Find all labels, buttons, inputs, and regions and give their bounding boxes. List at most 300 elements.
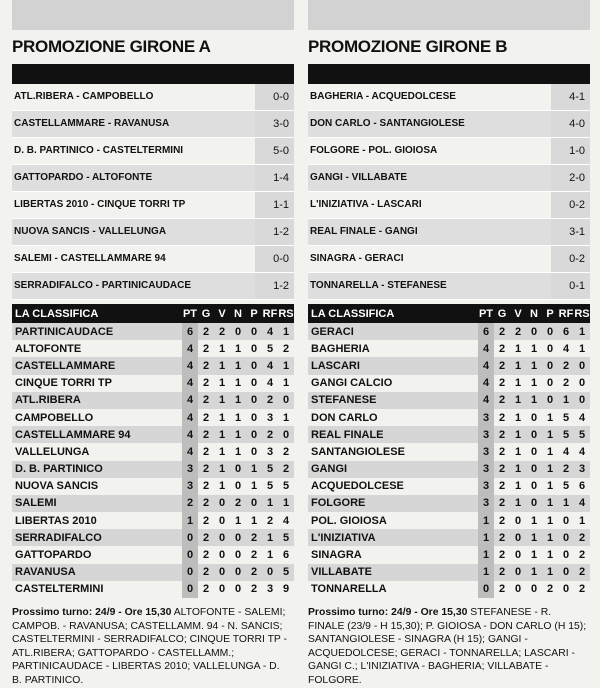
stat-cell: 1 <box>230 375 246 392</box>
match-result <box>308 84 590 111</box>
match-score: 1-1 <box>255 192 294 218</box>
stat-cell: 3 <box>262 409 278 426</box>
team-name: GATTOPARDO <box>12 546 182 563</box>
stat-cell: 2 <box>494 443 510 460</box>
stat-cell: 1 <box>510 392 526 409</box>
stat-cell: 1 <box>478 546 494 563</box>
stat-cell: 0 <box>182 529 198 546</box>
table-row <box>12 340 294 357</box>
table-row <box>308 461 590 478</box>
stat-cell: 1 <box>510 357 526 374</box>
stat-cell: 1 <box>278 495 294 512</box>
stat-cell: 1 <box>182 512 198 529</box>
stat-cell: 2 <box>494 461 510 478</box>
stat-cell: 0 <box>526 409 542 426</box>
match-result <box>308 246 590 273</box>
stat-cell: 1 <box>526 512 542 529</box>
stat-cell: 6 <box>558 323 574 340</box>
stat-cell: 0 <box>278 392 294 409</box>
match-result <box>12 219 294 246</box>
column-header: RS <box>574 304 590 323</box>
stat-cell: 0 <box>278 426 294 443</box>
team-name: RAVANUSA <box>12 564 182 581</box>
stat-cell: 1 <box>574 512 590 529</box>
stat-cell: 6 <box>278 546 294 563</box>
stat-cell: 2 <box>574 529 590 546</box>
team-name: SERRADIFALCO <box>12 529 182 546</box>
team-name: SALEMI <box>12 495 182 512</box>
stat-cell: 2 <box>182 495 198 512</box>
title-bar <box>12 64 294 84</box>
team-name: ALTOFONTE <box>12 340 182 357</box>
standings-title: LA CLASSIFICA <box>12 304 182 323</box>
team-name: NUOVA SANCIS <box>12 478 182 495</box>
stat-cell: 0 <box>262 564 278 581</box>
stat-cell: 5 <box>574 426 590 443</box>
stat-cell: 0 <box>246 375 262 392</box>
stat-cell: 1 <box>510 375 526 392</box>
stat-cell: 3 <box>574 461 590 478</box>
stat-cell: 0 <box>182 581 198 598</box>
column-header: PT <box>478 304 494 323</box>
stat-cell: 1 <box>526 357 542 374</box>
stat-cell: 2 <box>262 512 278 529</box>
stat-cell: 0 <box>574 357 590 374</box>
next-round-label: Prossimo turno: 24/9 - Ore 15,30 <box>308 607 468 618</box>
stat-cell: 0 <box>526 461 542 478</box>
table-row <box>12 375 294 392</box>
stat-cell: 0 <box>510 564 526 581</box>
match-result <box>12 246 294 273</box>
stat-cell: 1 <box>230 512 246 529</box>
column-header: N <box>526 304 542 323</box>
stat-cell: 1 <box>558 495 574 512</box>
group-b-title: PROMOZIONE GIRONE B <box>308 37 508 56</box>
next-round-fixtures: ALTOFONTE - SALEMI; CAMPOB. - RAVANUSA; CASTELLAMM. 94 - N. SANCIS; CASTELTERMINI - SERRADIFALCO; CINQUE TORRI TP - ATL.RIBERA; GATTOPARDO - CASTELLAMM.; PARTINICAUDACE - LIBERTAS 2010; VALLELUNGA - D. B. PARTINICO. <box>12 607 288 686</box>
stat-cell: 4 <box>182 409 198 426</box>
stat-cell: 1 <box>230 409 246 426</box>
stat-cell: 1 <box>478 512 494 529</box>
stat-cell: 3 <box>478 409 494 426</box>
stat-cell: 1 <box>214 375 230 392</box>
match-teams: CASTELLAMMARE - RAVANUSA <box>12 111 255 137</box>
match-result <box>308 165 590 192</box>
stat-cell: 2 <box>278 340 294 357</box>
stat-cell: 0 <box>230 323 246 340</box>
stat-cell: 1 <box>542 495 558 512</box>
stat-cell: 2 <box>494 495 510 512</box>
column-header: G <box>198 304 214 323</box>
table-row <box>308 564 590 581</box>
group-b-standings <box>308 304 590 598</box>
stat-cell: 1 <box>542 409 558 426</box>
top-band <box>12 0 294 30</box>
group-a-results <box>12 84 294 300</box>
stat-cell: 0 <box>542 340 558 357</box>
match-result <box>12 84 294 111</box>
stat-cell: 1 <box>542 426 558 443</box>
stat-cell: 1 <box>246 461 262 478</box>
team-name: VALLELUNGA <box>12 443 182 460</box>
match-result <box>12 273 294 300</box>
stat-cell: 2 <box>494 512 510 529</box>
stat-cell: 1 <box>526 375 542 392</box>
stat-cell: 1 <box>510 478 526 495</box>
table-row <box>12 478 294 495</box>
table-row <box>12 357 294 374</box>
stat-cell: 2 <box>542 581 558 598</box>
stat-cell: 0 <box>542 323 558 340</box>
stat-cell: 0 <box>526 495 542 512</box>
stat-cell: 0 <box>526 443 542 460</box>
team-name: VILLABATE <box>308 564 478 581</box>
stat-cell: 1 <box>214 478 230 495</box>
group-a-title: PROMOZIONE GIRONE A <box>12 37 211 56</box>
match-teams: SALEMI - CASTELLAMMARE 94 <box>12 246 255 272</box>
stat-cell: 3 <box>182 478 198 495</box>
stat-cell: 1 <box>510 426 526 443</box>
column-header: RF <box>262 304 278 323</box>
table-row <box>12 409 294 426</box>
team-name: L'INIZIATIVA <box>308 529 478 546</box>
stat-cell: 1 <box>526 340 542 357</box>
stat-cell: 1 <box>246 478 262 495</box>
stat-cell: 1 <box>278 323 294 340</box>
match-result <box>308 192 590 219</box>
stat-cell: 4 <box>182 357 198 374</box>
match-score: 4-0 <box>551 111 590 137</box>
table-row <box>308 426 590 443</box>
stat-cell: 1 <box>526 546 542 563</box>
stat-cell: 4 <box>262 357 278 374</box>
stat-cell: 1 <box>542 529 558 546</box>
column-header: RF <box>558 304 574 323</box>
stat-cell: 2 <box>198 581 214 598</box>
team-name: LASCARI <box>308 357 478 374</box>
match-score: 0-1 <box>551 273 590 299</box>
table-row <box>12 461 294 478</box>
stat-cell: 2 <box>198 323 214 340</box>
stat-cell: 2 <box>198 495 214 512</box>
stat-cell: 1 <box>574 340 590 357</box>
team-name: DON CARLO <box>308 409 478 426</box>
table-row <box>12 392 294 409</box>
match-score: 0-0 <box>255 246 294 272</box>
title-bar <box>308 64 590 84</box>
match-teams: GANGI - VILLABATE <box>308 165 551 191</box>
stat-cell: 2 <box>510 323 526 340</box>
table-row <box>12 564 294 581</box>
team-name: STEFANESE <box>308 392 478 409</box>
stat-cell: 2 <box>278 461 294 478</box>
stat-cell: 1 <box>278 375 294 392</box>
stat-cell: 1 <box>542 546 558 563</box>
stat-cell: 1 <box>214 340 230 357</box>
stat-cell: 4 <box>558 443 574 460</box>
standings-header <box>12 304 294 323</box>
stat-cell: 1 <box>574 323 590 340</box>
stat-cell: 2 <box>278 443 294 460</box>
stat-cell: 3 <box>478 478 494 495</box>
match-result <box>308 138 590 165</box>
stat-cell: 1 <box>230 357 246 374</box>
stat-cell: 0 <box>526 323 542 340</box>
stat-cell: 1 <box>510 495 526 512</box>
stat-cell: 0 <box>246 357 262 374</box>
team-name: FOLGORE <box>308 495 478 512</box>
stat-cell: 0 <box>246 323 262 340</box>
stat-cell: 4 <box>182 443 198 460</box>
stat-cell: 2 <box>198 392 214 409</box>
stat-cell: 2 <box>494 426 510 443</box>
stat-cell: 2 <box>494 375 510 392</box>
stat-cell: 0 <box>558 512 574 529</box>
match-teams: LIBERTAS 2010 - CINQUE TORRI TP <box>12 192 255 218</box>
column-header: V <box>510 304 526 323</box>
match-teams: SERRADIFALCO - PARTINICAUDACE <box>12 273 255 299</box>
stat-cell: 5 <box>558 426 574 443</box>
stat-cell: 0 <box>478 581 494 598</box>
stat-cell: 5 <box>262 461 278 478</box>
match-teams: NUOVA SANCIS - VALLELUNGA <box>12 219 255 245</box>
match-score: 2-0 <box>551 165 590 191</box>
match-teams: BAGHERIA - ACQUEDOLCESE <box>308 84 551 110</box>
stat-cell: 2 <box>574 546 590 563</box>
stat-cell: 6 <box>182 323 198 340</box>
stat-cell: 4 <box>558 340 574 357</box>
table-row <box>12 512 294 529</box>
stat-cell: 1 <box>542 512 558 529</box>
next-round-label: Prossimo turno: 24/9 - Ore 15,30 <box>12 607 172 618</box>
column-header: V <box>214 304 230 323</box>
stat-cell: 4 <box>574 495 590 512</box>
stat-cell: 4 <box>182 340 198 357</box>
stat-cell: 0 <box>230 581 246 598</box>
team-name: ATL.RIBERA <box>12 392 182 409</box>
match-result <box>12 111 294 138</box>
team-name: SANTANGIOLESE <box>308 443 478 460</box>
match-teams: FOLGORE - POL. GIOIOSA <box>308 138 551 164</box>
team-name: GANGI CALCIO <box>308 375 478 392</box>
team-name: CASTELLAMMARE <box>12 357 182 374</box>
team-name: GERACI <box>308 323 478 340</box>
stat-cell: 0 <box>182 546 198 563</box>
stat-cell: 1 <box>278 409 294 426</box>
match-score: 1-2 <box>255 219 294 245</box>
stat-cell: 6 <box>574 478 590 495</box>
stat-cell: 3 <box>478 495 494 512</box>
table-row <box>12 581 294 598</box>
table-row <box>308 512 590 529</box>
stat-cell: 0 <box>526 426 542 443</box>
stat-cell: 5 <box>558 409 574 426</box>
standings-title: LA CLASSIFICA <box>308 304 478 323</box>
stat-cell: 2 <box>198 546 214 563</box>
stat-cell: 2 <box>230 495 246 512</box>
stat-cell: 2 <box>494 340 510 357</box>
top-band <box>308 0 590 30</box>
match-score: 5-0 <box>255 138 294 164</box>
stat-cell: 1 <box>278 357 294 374</box>
stat-cell: 2 <box>246 581 262 598</box>
stat-cell: 1 <box>214 357 230 374</box>
stat-cell: 2 <box>262 392 278 409</box>
stat-cell: 0 <box>542 392 558 409</box>
stat-cell: 1 <box>542 478 558 495</box>
stat-cell: 2 <box>262 426 278 443</box>
table-row <box>12 546 294 563</box>
stat-cell: 2 <box>494 529 510 546</box>
stat-cell: 2 <box>198 375 214 392</box>
stat-cell: 1 <box>478 529 494 546</box>
stat-cell: 0 <box>230 546 246 563</box>
stat-cell: 0 <box>246 443 262 460</box>
stat-cell: 1 <box>510 461 526 478</box>
table-row <box>12 426 294 443</box>
column-header: N <box>230 304 246 323</box>
stat-cell: 2 <box>198 564 214 581</box>
stat-cell: 0 <box>246 426 262 443</box>
stat-cell: 2 <box>494 409 510 426</box>
match-score: 1-2 <box>255 273 294 299</box>
stat-cell: 1 <box>214 409 230 426</box>
stat-cell: 1 <box>230 443 246 460</box>
team-name: CAMPOBELLO <box>12 409 182 426</box>
stat-cell: 2 <box>494 323 510 340</box>
standings-header <box>308 304 590 323</box>
stat-cell: 1 <box>510 443 526 460</box>
stat-cell: 1 <box>558 392 574 409</box>
table-row <box>308 357 590 374</box>
team-name: CASTELTERMINI <box>12 581 182 598</box>
group-a-standings <box>12 304 294 598</box>
stat-cell: 0 <box>558 564 574 581</box>
column-header: P <box>246 304 262 323</box>
stat-cell: 2 <box>214 323 230 340</box>
stat-cell: 1 <box>230 426 246 443</box>
stat-cell: 3 <box>478 426 494 443</box>
match-score: 1-4 <box>255 165 294 191</box>
stat-cell: 1 <box>262 546 278 563</box>
table-row <box>308 409 590 426</box>
column-header: P <box>542 304 558 323</box>
team-name: D. B. PARTINICO <box>12 461 182 478</box>
stat-cell: 2 <box>494 546 510 563</box>
stat-cell: 0 <box>182 564 198 581</box>
table-row <box>12 529 294 546</box>
stat-cell: 9 <box>278 581 294 598</box>
team-name: PARTINICAUDACE <box>12 323 182 340</box>
stat-cell: 3 <box>478 461 494 478</box>
match-teams: ATL.RIBERA - CAMPOBELLO <box>12 84 255 110</box>
team-name: TONNARELLA <box>308 581 478 598</box>
group-b-column <box>308 0 590 688</box>
stat-cell: 1 <box>526 392 542 409</box>
stat-cell: 2 <box>198 461 214 478</box>
match-teams: GATTOPARDO - ALTOFONTE <box>12 165 255 191</box>
stat-cell: 0 <box>542 357 558 374</box>
stat-cell: 0 <box>214 581 230 598</box>
match-score: 3-1 <box>551 219 590 245</box>
team-name: CINQUE TORRI TP <box>12 375 182 392</box>
stat-cell: 5 <box>278 529 294 546</box>
stat-cell: 2 <box>246 529 262 546</box>
stat-cell: 0 <box>526 478 542 495</box>
table-row <box>308 392 590 409</box>
stat-cell: 1 <box>246 512 262 529</box>
stat-cell: 2 <box>494 478 510 495</box>
team-name: SINAGRA <box>308 546 478 563</box>
stat-cell: 5 <box>278 564 294 581</box>
match-result <box>308 273 590 300</box>
stat-cell: 1 <box>526 564 542 581</box>
stat-cell: 5 <box>278 478 294 495</box>
stat-cell: 4 <box>478 357 494 374</box>
match-result <box>12 138 294 165</box>
stat-cell: 1 <box>262 495 278 512</box>
stat-cell: 2 <box>198 357 214 374</box>
table-row <box>12 443 294 460</box>
stat-cell: 1 <box>510 340 526 357</box>
stat-cell: 0 <box>246 340 262 357</box>
stat-cell: 4 <box>478 392 494 409</box>
stat-cell: 0 <box>526 581 542 598</box>
stat-cell: 0 <box>558 529 574 546</box>
team-name: LIBERTAS 2010 <box>12 512 182 529</box>
stat-cell: 4 <box>574 443 590 460</box>
stat-cell: 0 <box>510 529 526 546</box>
table-row <box>308 529 590 546</box>
match-teams: D. B. PARTINICO - CASTELTERMINI <box>12 138 255 164</box>
stat-cell: 4 <box>262 375 278 392</box>
stat-cell: 2 <box>246 564 262 581</box>
stat-cell: 0 <box>510 546 526 563</box>
group-a-next-round <box>12 606 294 688</box>
match-teams: DON CARLO - SANTANGIOLESE <box>308 111 551 137</box>
table-row <box>308 323 590 340</box>
stat-cell: 1 <box>230 340 246 357</box>
stat-cell: 2 <box>558 357 574 374</box>
stat-cell: 0 <box>246 409 262 426</box>
team-name: ACQUEDOLCESE <box>308 478 478 495</box>
stat-cell: 0 <box>558 546 574 563</box>
stat-cell: 2 <box>198 478 214 495</box>
match-result <box>308 111 590 138</box>
stat-cell: 0 <box>214 495 230 512</box>
team-name: REAL FINALE <box>308 426 478 443</box>
column-header: G <box>494 304 510 323</box>
stat-cell: 2 <box>494 357 510 374</box>
stat-cell: 2 <box>198 512 214 529</box>
match-score: 1-0 <box>551 138 590 164</box>
match-result <box>12 165 294 192</box>
stat-cell: 5 <box>262 340 278 357</box>
stat-cell: 1 <box>542 443 558 460</box>
stat-cell: 0 <box>230 564 246 581</box>
table-row <box>308 495 590 512</box>
match-teams: REAL FINALE - GANGI <box>308 219 551 245</box>
stat-cell: 0 <box>510 581 526 598</box>
table-row <box>12 495 294 512</box>
stat-cell: 4 <box>182 375 198 392</box>
stat-cell: 4 <box>478 340 494 357</box>
stat-cell: 5 <box>262 478 278 495</box>
stat-cell: 3 <box>262 443 278 460</box>
table-row <box>308 340 590 357</box>
team-name: BAGHERIA <box>308 340 478 357</box>
stat-cell: 2 <box>198 529 214 546</box>
stat-cell: 2 <box>198 426 214 443</box>
